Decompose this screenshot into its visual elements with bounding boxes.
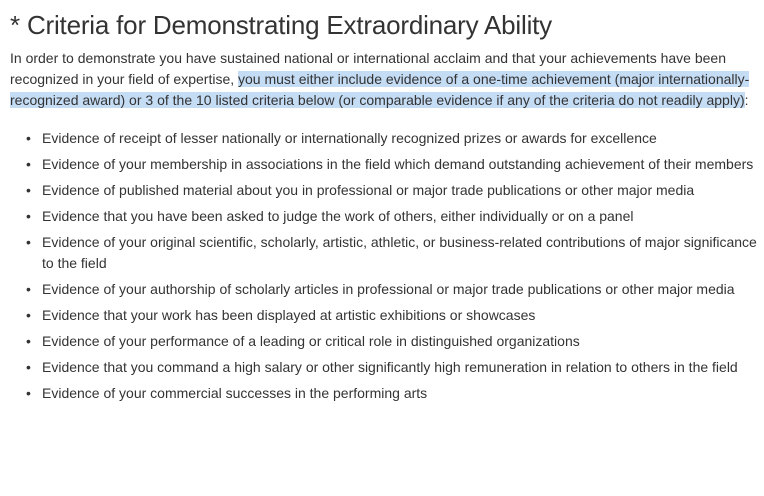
bullet-icon: • bbox=[26, 234, 31, 250]
criteria-item bbox=[26, 206, 762, 227]
bullet-icon: • bbox=[26, 182, 31, 198]
criteria-item bbox=[26, 232, 762, 273]
criteria-item-text: Evidence that your work has been displayed at artistic exhibitions or showcases bbox=[42, 306, 536, 323]
intro-selected-text[interactable]: you must either include evidence of a one-time achievement (major internationally-recognized award) or 3 of the 10 listed criteria below (or comparable evidence if any of the criteria do not readily apply) bbox=[10, 71, 750, 108]
bullet-icon: • bbox=[26, 384, 31, 401]
criteria-item bbox=[26, 383, 762, 404]
criteria-item-text: Evidence of your membership in associations in the field which demand outstanding achievement of their members bbox=[42, 156, 754, 172]
bullet-icon: • bbox=[26, 358, 31, 375]
criteria-list bbox=[10, 128, 762, 403]
bullet-icon: • bbox=[26, 280, 31, 297]
bullet-icon: • bbox=[26, 130, 31, 146]
criteria-item-text: Evidence of receipt of lesser nationally or internationally recognized prizes or awards for excellence bbox=[42, 130, 657, 146]
criteria-item-text: Evidence that you have been asked to judge the work of others, either individually or on a panel bbox=[42, 208, 634, 224]
bullet-icon: • bbox=[26, 332, 31, 349]
criteria-item bbox=[26, 279, 762, 300]
criteria-item bbox=[26, 305, 762, 326]
page-heading: * Criteria for Demonstrating Extraordinary Ability bbox=[10, 10, 552, 40]
criteria-item bbox=[26, 357, 762, 378]
criteria-item-text: Evidence that you command a high salary or other significantly high remuneration in relation to others in the field bbox=[42, 358, 738, 375]
criteria-item-text: Evidence of your performance of a leading or critical role in distinguished organizations bbox=[42, 332, 580, 349]
criteria-item-text: Evidence of your original scientific, scholarly, artistic, athletic, or business-related contributions of major significance to the field bbox=[42, 234, 757, 271]
bullet-icon: • bbox=[26, 306, 31, 323]
criteria-item bbox=[26, 180, 762, 201]
bullet-icon: • bbox=[26, 156, 31, 172]
criteria-item-text: Evidence of published material about you in professional or major trade publications or other major media bbox=[42, 182, 695, 198]
criteria-item bbox=[26, 331, 762, 352]
criteria-item-text: Evidence of your commercial successes in the performing arts bbox=[42, 384, 428, 401]
intro-text-end: : bbox=[744, 92, 749, 108]
criteria-item bbox=[26, 154, 762, 175]
intro-text: In order to demonstrate you have sustained national or international acclaim and that your achievements have been recognized in your field of expertise, bbox=[10, 50, 726, 87]
bullet-icon: • bbox=[26, 208, 31, 224]
intro-paragraph bbox=[10, 48, 758, 111]
criteria-item-text: Evidence of your authorship of scholarly articles in professional or major trade publications or other major media bbox=[42, 280, 735, 297]
criteria-item bbox=[26, 128, 762, 149]
